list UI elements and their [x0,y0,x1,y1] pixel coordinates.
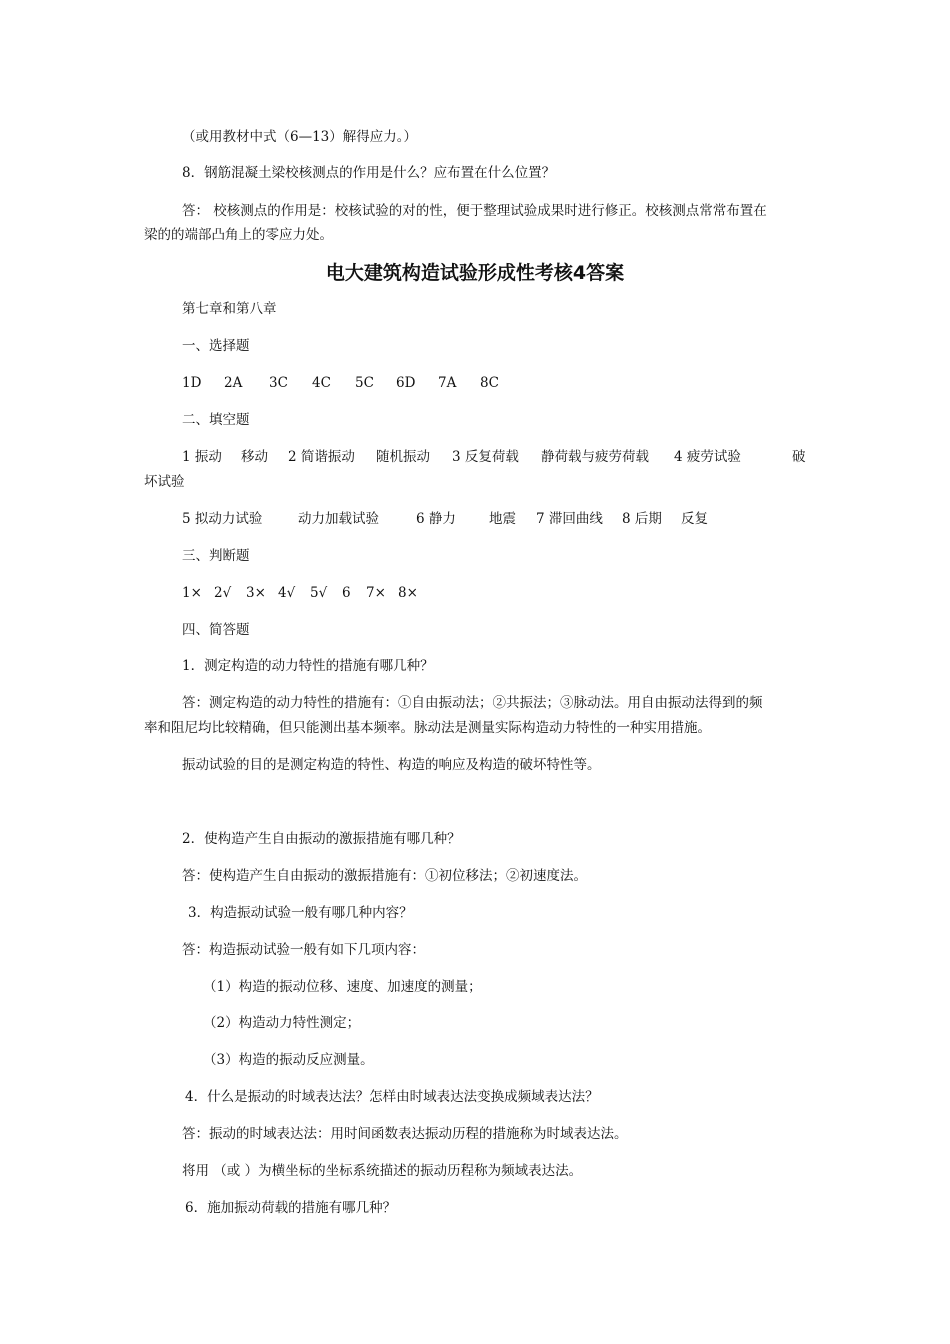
answer-3-item-1: （1）构造的振动位移、速度、加速度的测量； [203,979,482,995]
answer-2: 答：使构造产生自由振动的激振措施有：①初位移法；②初速度法。 [182,868,587,884]
judge-answers [0,584,950,604]
fill-item: 静荷载与疲劳荷载 [541,449,649,465]
judge-answer: 2√ [214,585,232,601]
fill-item: 1 振动 [182,449,222,465]
question-6: 6．施加振动荷载的措施有哪几种？ [185,1200,397,1216]
fill-item: 破 [792,449,806,465]
fill-item: 动力加载试验 [298,511,379,527]
fill-item: 地震 [489,511,516,527]
answer-8-line-2: 梁的的端部凸角上的零应力处。 [144,227,333,243]
choice-answer: 6D [396,375,416,391]
judge-answer: 7× [366,585,386,601]
choice-heading: 一、选择题 [182,338,250,354]
fill-item: 4 疲劳试验 [674,449,741,465]
short-heading: 四、简答题 [182,622,250,638]
choice-answer: 2A [224,375,243,391]
fill-item: 随机振动 [376,449,430,465]
fill-row-2 [0,510,950,530]
choice-answer: 3C [269,375,288,391]
chapter-label: 第七章和第八章 [182,301,277,317]
choice-answer: 4C [312,375,331,391]
fill-row-1 [0,448,950,468]
fill-item: 5 拟动力试验 [182,511,263,527]
answer-1-line-1: 答：测定构造的动力特性的措施有：①自由振动法；②共振法；③脉动法。用自由振动法得到的频 [182,695,763,711]
fill-item: 3 反复荷载 [452,449,519,465]
question-3: 3．构造振动试验一般有哪几种内容？ [188,905,413,921]
judge-heading: 三、判断题 [182,548,250,564]
answer-4-line-1: 答：振动的时域表达法：用时间函数表达振动历程的措施称为时域表达法。 [182,1126,628,1142]
choice-answer: 5C [355,375,374,391]
fill-heading: 二、填空题 [182,412,250,428]
question-1: 1．测定构造的动力特性的措施有哪几种？ [182,658,434,674]
judge-answer: 1× [182,585,202,601]
fill-item: 8 后期 [622,511,662,527]
choice-answers [0,374,950,394]
choice-answer: 1D [182,375,202,391]
answer-1-line-3: 振动试验的目的是测定构造的特性、构造的响应及构造的破坏特性等。 [182,757,601,773]
answer-3-item-3: （3）构造的振动反应测量。 [203,1052,374,1068]
choice-answer: 7A [438,375,457,391]
judge-answer: 8× [398,585,418,601]
question-8: 8．钢筋混凝土梁校核测点的作用是什么？应布置在什么位置？ [182,165,556,181]
judge-answer: 5√ [310,585,328,601]
fill-item: 2 简谐振动 [288,449,355,465]
question-4: 4．什么是振动的时域表达法？怎样由时域表达法变换成频域表达法？ [185,1089,599,1105]
fill-row-1-continued: 坏试验 [144,474,185,490]
note-line: （或用教材中式（6—13）解得应力。） [182,129,418,145]
question-2: 2．使构造产生自由振动的激振措施有哪几种？ [182,831,461,847]
fill-item: 反复 [681,511,708,527]
fill-item: 6 静力 [416,511,456,527]
answer-1-line-2: 率和阻尼均比较精确，但只能测出基本频率。脉动法是测量实际构造动力特性的一种实用措施。 [144,720,711,736]
judge-answer: 3× [246,585,266,601]
judge-answer: 6 [342,585,351,601]
choice-answer: 8C [480,375,499,391]
fill-item: 移动 [241,449,268,465]
answer-3: 答：构造振动试验一般有如下几项内容： [182,942,425,958]
judge-answer: 4√ [278,585,296,601]
answer-8-line-1: 答： 校核测点的作用是：校核试验的对的性，便于整理试验成果时进行修正。校核测点常常布置在 [182,203,767,219]
answer-3-item-2: （2）构造动力特性测定； [203,1015,361,1031]
page-title: 电大建筑构造试验形成性考核4答案 [325,262,625,284]
fill-item: 7 滞回曲线 [536,511,603,527]
answer-4-line-2: 将用 （或 ）为横坐标的坐标系统描述的振动历程称为频域表达法。 [182,1163,583,1179]
